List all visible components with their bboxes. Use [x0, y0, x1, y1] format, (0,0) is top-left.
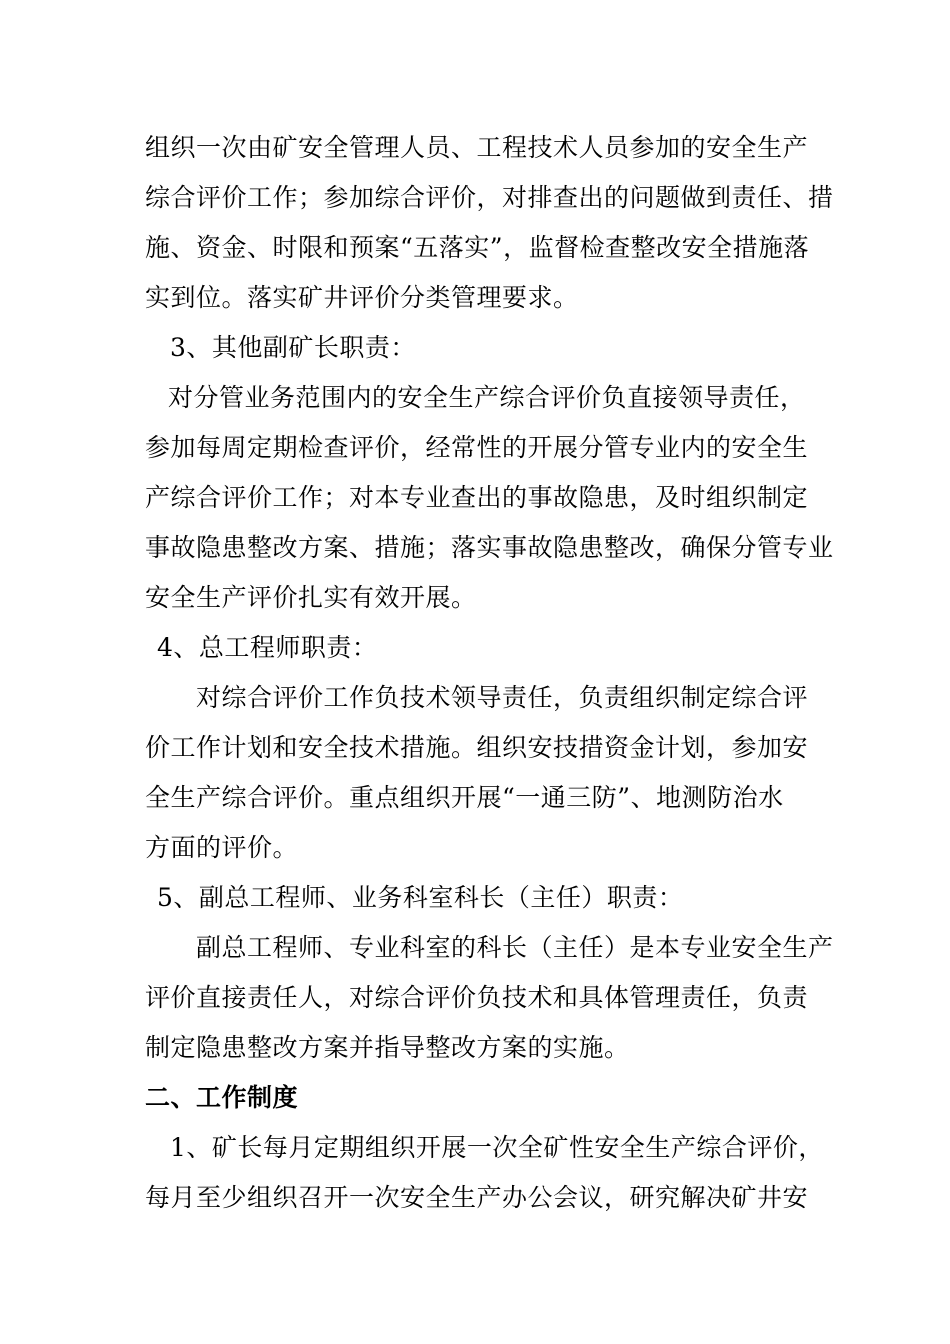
text-line: 产综合评价工作；对本专业查出的事故隐患，及时组织制定 — [145, 483, 809, 512]
text-line: 对综合评价工作负技术领导责任，负责组织制定综合评 — [196, 683, 809, 712]
section-heading: 二、工作制度 — [145, 1083, 299, 1112]
text-line: 对分管业务范围内的安全生产综合评价负直接领导责任， — [168, 383, 806, 412]
text-line: 实到位。落实矿井评价分类管理要求。 — [145, 283, 579, 312]
section-subtitle-3: 3、其他副矿长职责： — [170, 333, 416, 362]
text-line: 安全生产评价扎实有效开展。 — [145, 583, 477, 612]
text-line: 全生产综合评价。重点组织开展“一通三防”、地测防治水 — [145, 783, 784, 812]
text-line: 参加每周定期检查评价，经常性的开展分管专业内的安全生 — [145, 433, 809, 462]
text-line: 1、矿长每月定期组织开展一次全矿性安全生产综合评价， — [170, 1133, 824, 1162]
text-line: 副总工程师、专业科室的科长（主任）是本专业安全生产 — [196, 933, 834, 962]
section-subtitle-4: 4、总工程师职责： — [157, 633, 378, 662]
text-line: 每月至少组织召开一次安全生产办公会议，研究解决矿井安 — [145, 1183, 809, 1212]
text-line: 价工作计划和安全技术措施。组织安技措资金计划，参加安 — [145, 733, 809, 762]
text-line: 综合评价工作；参加综合评价，对排查出的问题做到责任、措 — [145, 183, 834, 212]
text-line: 事故隐患整改方案、措施；落实事故隐患整改，确保分管专业 — [145, 533, 834, 562]
text-line: 施、资金、时限和预案“五落实”，监督检查整改安全措施落 — [145, 233, 810, 262]
text-line: 方面的评价。 — [145, 833, 299, 862]
text-line: 组织一次由矿安全管理人员、工程技术人员参加的安全生产 — [145, 133, 809, 162]
section-subtitle-5: 5、副总工程师、业务科室科长（主任）职责： — [157, 883, 684, 912]
text-line: 评价直接责任人，对综合评价负技术和具体管理责任，负责 — [145, 983, 809, 1012]
text-line: 制定隐患整改方案并指导整改方案的实施。 — [145, 1033, 630, 1062]
